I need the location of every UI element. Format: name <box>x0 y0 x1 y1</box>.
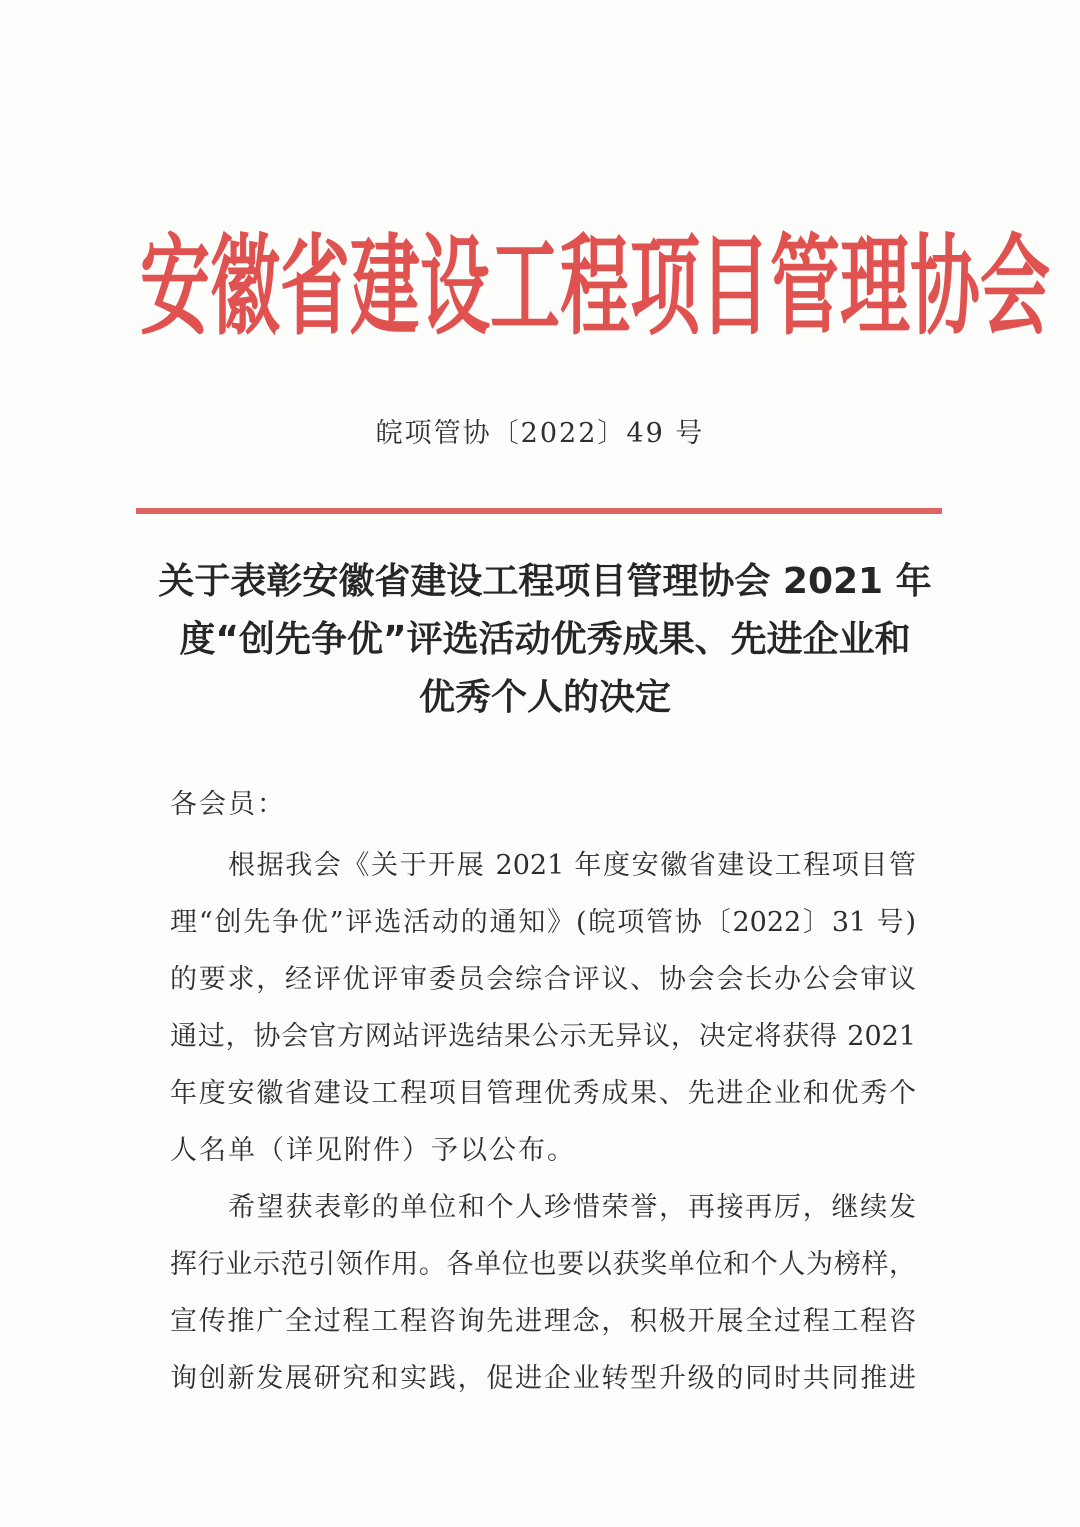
body-line: 希望获表彰的单位和个人珍惜荣誉，再接再厉，继续发 <box>228 1192 916 1223</box>
body-line: 根据我会《关于开展 2021 年度安徽省建设工程项目管 <box>228 850 916 881</box>
red-divider-line <box>136 508 942 514</box>
body-line: 人名单（详见附件）予以公布。 <box>170 1135 576 1166</box>
body-line: 年度安徽省建设工程项目管理优秀成果、先进企业和优秀个 <box>170 1078 916 1109</box>
body-line: 的要求，经评优评审委员会综合评议、协会会长办公会审议 <box>170 964 916 995</box>
document-title-line: 关于表彰安徽省建设工程项目管理协会 2021 年 <box>158 561 932 602</box>
body-line: 通过，协会官方网站评选结果公示无异议，决定将获得 2021 <box>170 1021 916 1052</box>
salutation: 各会员： <box>170 789 286 820</box>
document-number: 皖项管协〔2022〕49 号 <box>375 418 705 449</box>
body-line: 理“创先争优”评选活动的通知》(皖项管协〔2022〕31 号) <box>170 907 916 938</box>
document-title <box>150 553 940 727</box>
document-title-line: 度“创先争优”评选活动优秀成果、先进企业和 <box>179 619 911 660</box>
organization-letterhead: 安徽省建设工程项目管理协会 <box>140 221 1050 351</box>
body-line: 宣传推广全过程工程咨询先进理念，积极开展全过程工程咨 <box>170 1306 916 1337</box>
body-line: 询创新发展研究和实践，促进企业转型升级的同时共同推进 <box>170 1363 916 1394</box>
document-title-line: 优秀个人的决定 <box>418 677 671 718</box>
body-line: 挥行业示范引领作用。各单位也要以获奖单位和个人为榜样， <box>170 1249 916 1280</box>
